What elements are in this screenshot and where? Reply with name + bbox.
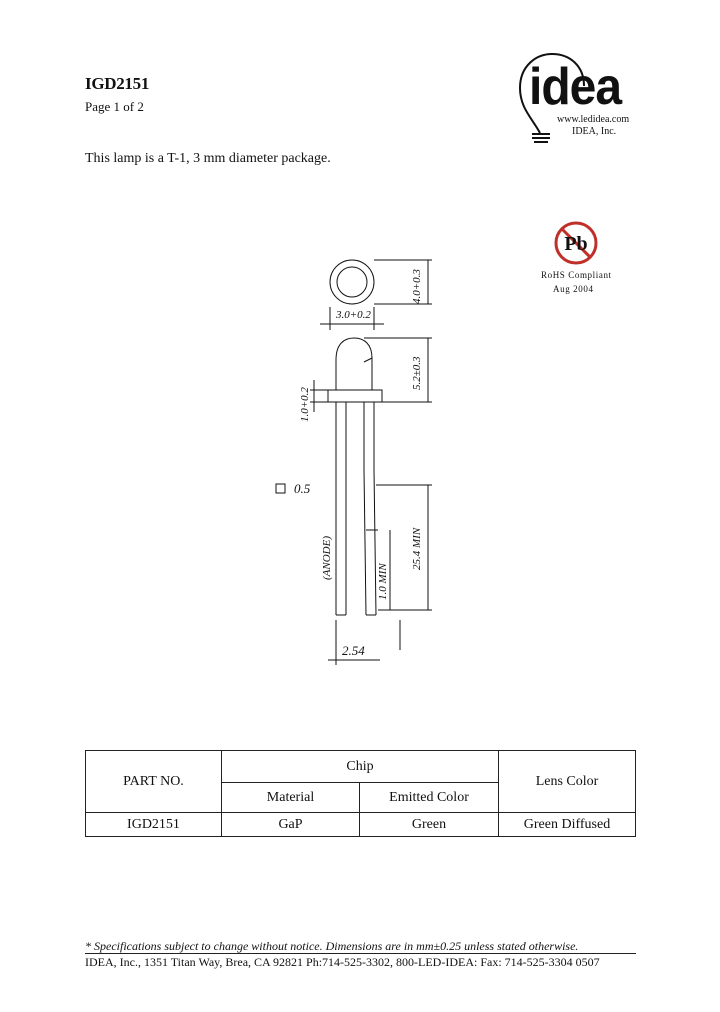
- dim-top-height: 4.0+0.3: [411, 269, 423, 304]
- cell-material: GaP: [222, 813, 360, 837]
- rohs-date: Aug 2004: [553, 284, 594, 294]
- footer-divider: [85, 953, 636, 954]
- logo-company: IDEA, Inc.: [572, 126, 617, 137]
- logo-wordmark: idea: [529, 58, 622, 117]
- part-number-title: IGD2151: [85, 74, 150, 93]
- package-description: This lamp is a T-1, 3 mm diameter package.: [85, 151, 331, 166]
- header-part-no: PART NO.: [86, 751, 222, 813]
- cell-lens-color: Green Diffused: [499, 813, 636, 837]
- dim-width: 3.0+0.2: [336, 309, 371, 321]
- cell-emitted-color: Green: [360, 813, 499, 837]
- dim-flange: 1.0+0.2: [299, 387, 311, 422]
- anode-label: (ANODE): [321, 536, 333, 580]
- footnote: * Specifications subject to change without notice. Dimensions are in mm±0.25 unless stated otherwise.: [85, 939, 579, 953]
- table-row: [86, 813, 636, 837]
- dim-body-height: 5.2±0.3: [411, 356, 423, 390]
- rohs-label: RoHS Compliant: [541, 270, 612, 280]
- dim-lead-square: 0.5: [294, 481, 311, 496]
- header-material: Material: [222, 783, 360, 813]
- header-emitted-color: Emitted Color: [360, 783, 499, 813]
- company-contact: IDEA, Inc., 1351 Titan Way, Brea, CA 92821 Ph:714-525-3302, 800-LED-IDEA: Fax: 714-525-3304 0507: [85, 955, 600, 969]
- logo-website: www.ledidea.com: [557, 114, 630, 125]
- no-lead-icon: [553, 220, 599, 266]
- dim-pitch: 2.54: [342, 643, 365, 658]
- dim-lead-length: 25.4 MIN: [411, 527, 423, 570]
- header-lens-color: Lens Color: [499, 751, 636, 813]
- dim-short-lead: 1.0 MIN: [377, 563, 389, 600]
- page-number: Page 1 of 2: [85, 99, 144, 114]
- spec-table: [85, 750, 636, 837]
- rohs-symbol: Pb: [564, 233, 588, 255]
- cell-part-no: IGD2151: [86, 813, 222, 837]
- header-chip: Chip: [222, 751, 499, 783]
- package-drawing: [270, 240, 450, 670]
